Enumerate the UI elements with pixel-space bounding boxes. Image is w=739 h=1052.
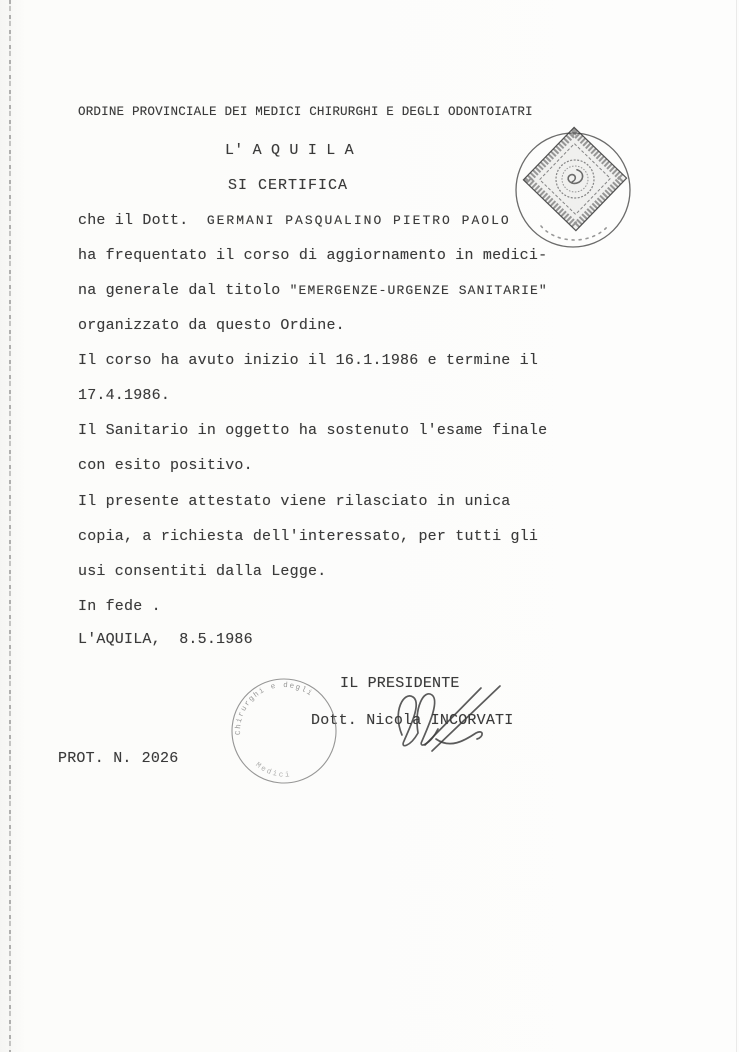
issuer-heading: ORDINE PROVINCIALE DEI MEDICI CHIRURGHI E DEGLI ODONTOIATRI: [78, 105, 533, 119]
scan-edge-artifact-right: [736, 0, 737, 1052]
body-line-attestato: Il presente attestato viene rilasciato in unica: [78, 493, 511, 510]
office-stamp-text-top: Chirurghi e degli: [234, 681, 315, 736]
body-line-fede: In fede .: [78, 598, 161, 615]
doctor-name: GERMANI PASQUALINO PIETRO PAOLO: [206, 213, 511, 228]
body-line-esame: Il Sanitario in oggetto ha sostenuto l'esame finale: [78, 422, 548, 439]
body-line-termine: 17.4.1986.: [78, 387, 171, 404]
body-line-inizio: Il corso ha avuto inizio il 16.1.1986 e termine il: [78, 352, 539, 369]
dateline: L'AQUILA, 8.5.1986: [78, 631, 253, 648]
body-line-usi: usi consentiti dalla Legge.: [78, 563, 327, 580]
revenue-stamp-icon: [523, 127, 626, 230]
president-signature-icon: [380, 683, 525, 755]
course-line-prefix: na generale dal titolo: [78, 282, 290, 299]
intro-prefix: che il Dott.: [78, 212, 207, 229]
intro-line: [78, 212, 511, 230]
protocol-line: [58, 750, 178, 768]
body-line-course: [78, 282, 548, 300]
body-line-organizzato: organizzato da questo Ordine.: [78, 317, 345, 334]
body-line-frequentato: ha frequentato il corso di aggiornamento in medici-: [78, 247, 548, 264]
protocol-label: PROT. N.: [58, 750, 132, 767]
body-line-copia: copia, a richiesta dell'interessato, per tutti gli: [78, 528, 539, 545]
office-round-stamp-icon: [228, 673, 344, 791]
revenue-stamp-and-cancellation-stamp-icon: [505, 122, 645, 258]
course-title: "EMERGENZE-URGENZE SANITARIE": [289, 283, 548, 298]
certify-heading: SI CERTIFICA: [228, 177, 349, 194]
president-title: IL PRESIDENTE: [340, 675, 460, 692]
office-stamp-text-bottom: Medici: [253, 761, 292, 780]
city-heading: L' A Q U I L A: [225, 142, 354, 159]
body-line-esito: con esito positivo.: [78, 457, 253, 474]
president-name: Dott. Nicola INCORVATI: [311, 712, 514, 729]
scan-edge-artifact-left: [9, 0, 11, 1052]
protocol-number: 2026: [141, 750, 179, 767]
